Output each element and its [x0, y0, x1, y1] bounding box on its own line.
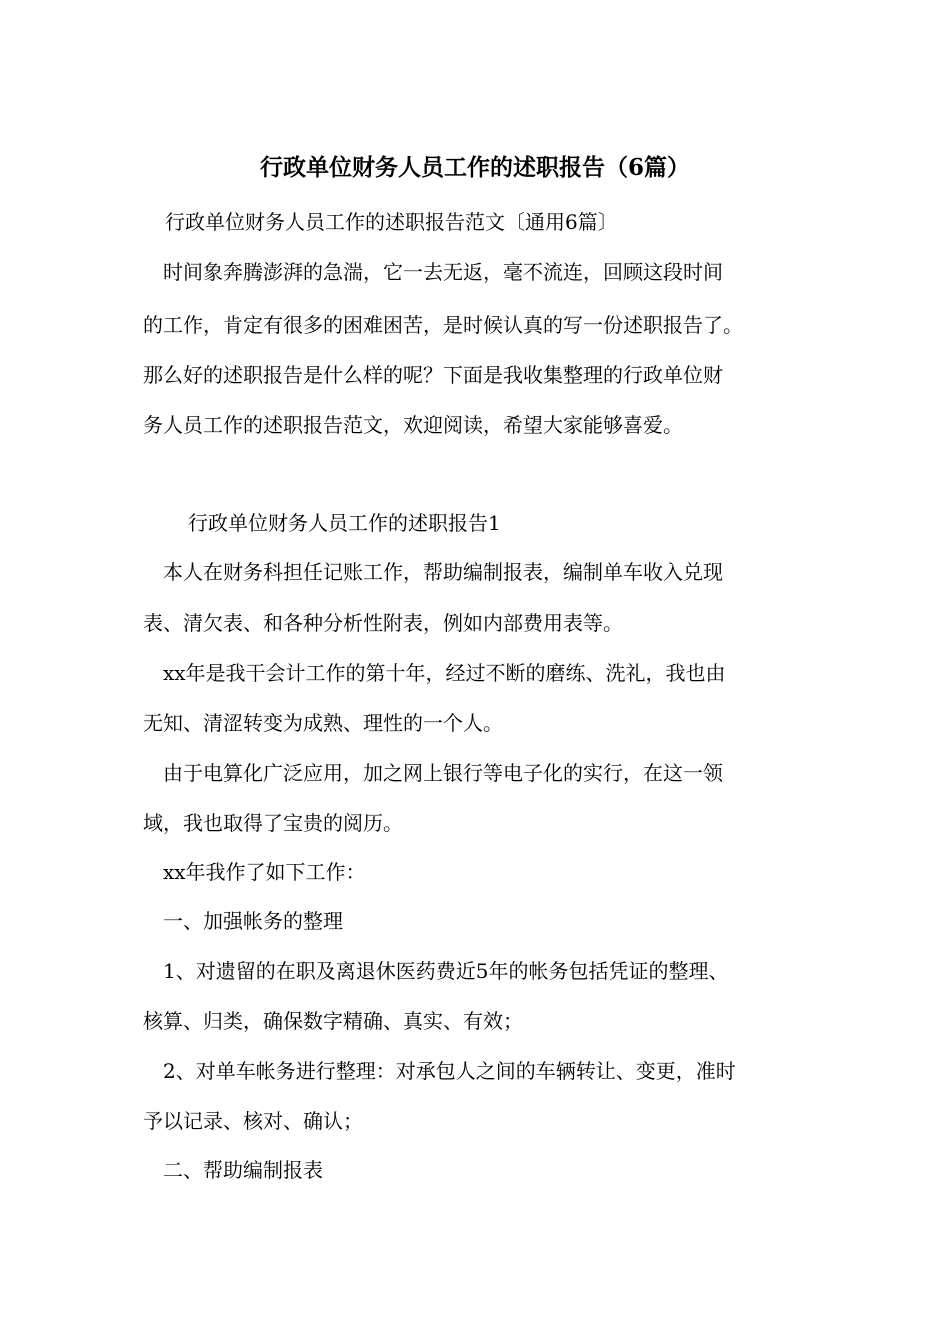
body-line: 本人在财务科担任记账工作，帮助编制报表，编制单车收入兑现	[143, 560, 723, 584]
document-subtitle: 行政单位财务人员工作的述职报告范文〔通用6篇〕	[165, 210, 618, 234]
body-line: 予以记录、核对、确认；	[143, 1109, 363, 1133]
body-line: 1、对遗留的在职及离退休医药费近5年的帐务包括凭证的整理、	[143, 959, 729, 983]
document-title: 行政单位财务人员工作的述职报告（6篇）	[259, 154, 690, 181]
body-line: 无知、清涩转变为成熟、理性的一个人。	[143, 711, 503, 735]
body-line: xx年我作了如下工作：	[143, 860, 366, 884]
body-line: 二、帮助编制报表	[143, 1158, 323, 1182]
intro-line: 时间象奔腾澎湃的急湍，它一去无返，毫不流连，回顾这段时间	[143, 260, 723, 284]
body-line: 域，我也取得了宝贵的阅历。	[143, 811, 403, 835]
intro-line: 务人员工作的述职报告范文，欢迎阅读，希望大家能够喜爱。	[143, 413, 683, 437]
intro-line: 的工作，肯定有很多的困难困苦，是时候认真的写一份述职报告了。	[143, 313, 743, 337]
body-line: 表、清欠表、和各种分析性附表，例如内部费用表等。	[143, 611, 623, 635]
intro-line: 那么好的述职报告是什么样的呢？下面是我收集整理的行政单位财	[143, 363, 723, 387]
body-line: 一、加强帐务的整理	[143, 909, 343, 933]
body-line: xx年是我干会计工作的第十年，经过不断的磨练、洗礼，我也由	[143, 661, 726, 685]
body-line: 由于电算化广泛应用，加之网上银行等电子化的实行，在这一领	[143, 761, 723, 785]
body-line: 核算、归类，确保数字精确、真实、有效；	[143, 1009, 523, 1033]
body-line: 2、对单车帐务进行整理：对承包人之间的车辆转让、变更，准时	[143, 1059, 736, 1083]
section-heading: 行政单位财务人员工作的述职报告1	[188, 511, 501, 535]
